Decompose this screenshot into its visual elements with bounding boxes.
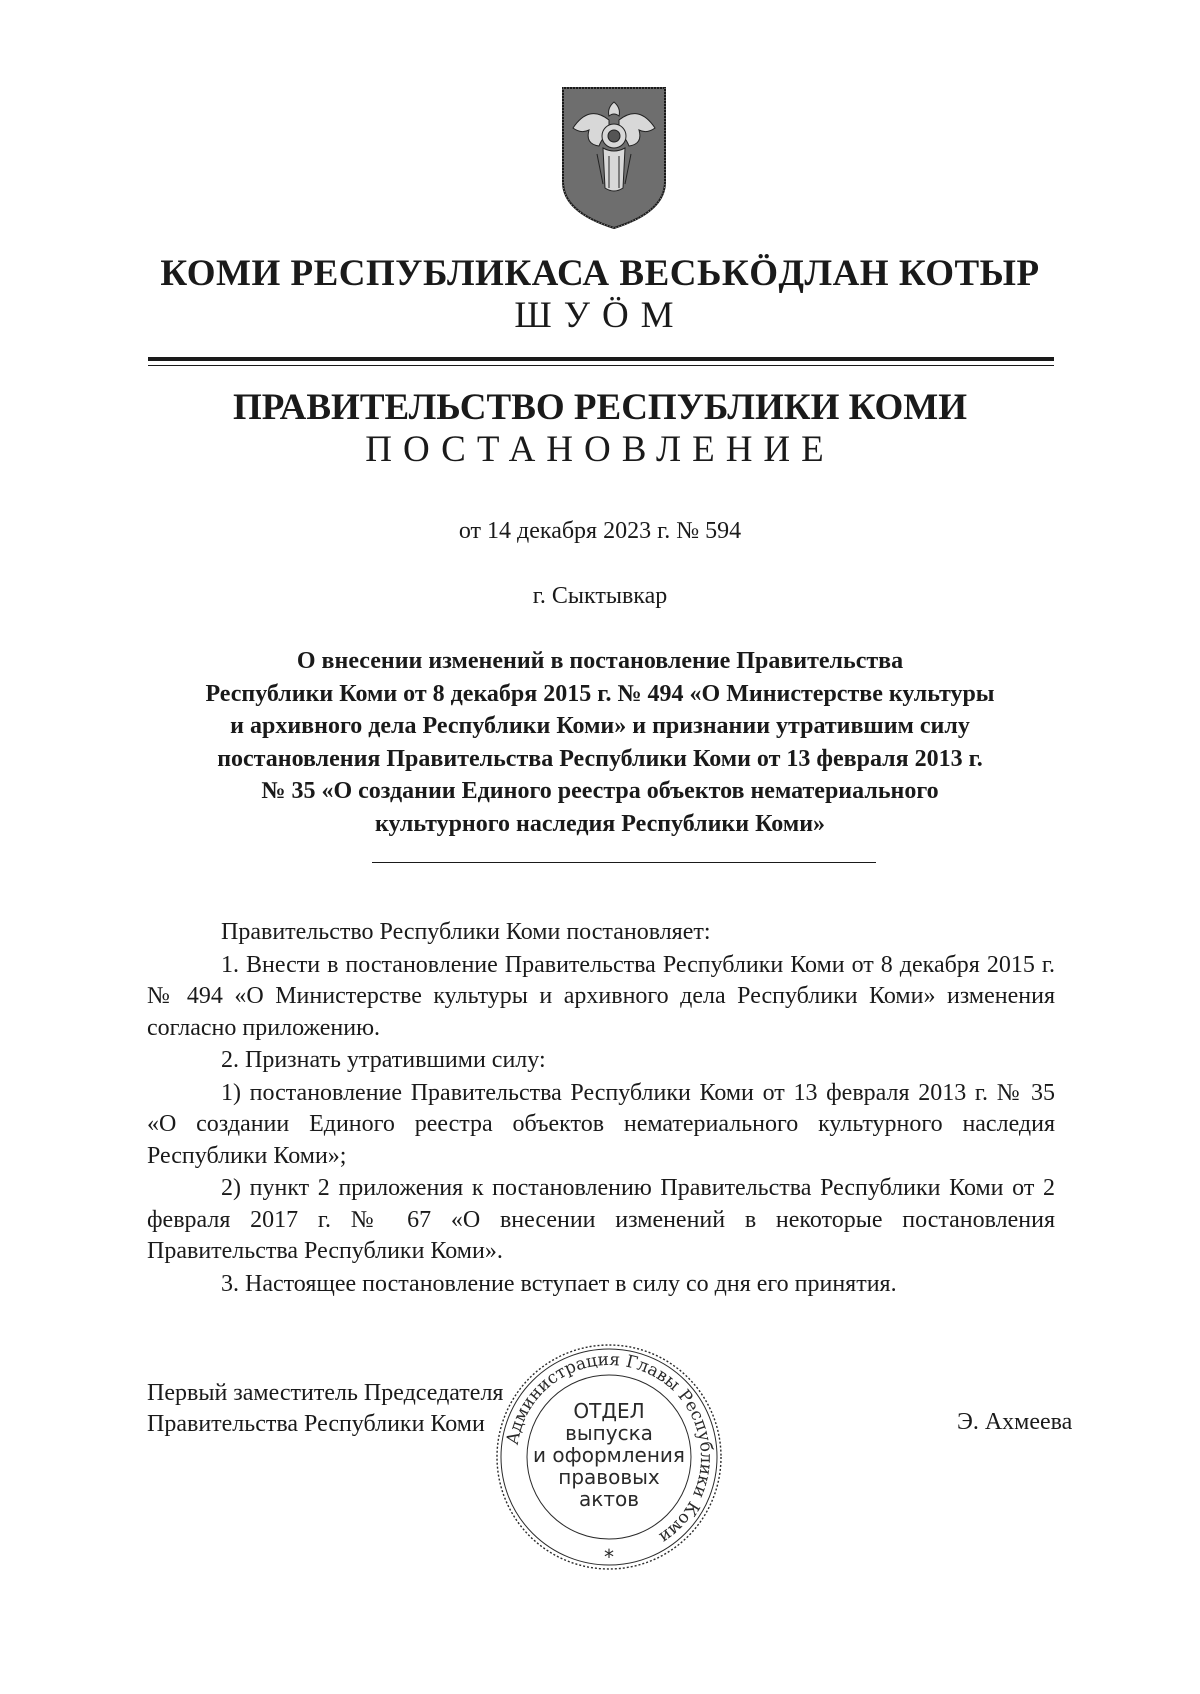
government-title: ПРАВИТЕЛЬСТВО РЕСПУБЛИКИ КОМИ xyxy=(233,387,967,428)
header-divider-thick xyxy=(148,357,1054,361)
stamp-star: * xyxy=(604,1545,614,1569)
subject-line: культурного наследия Республики Коми» xyxy=(374,810,826,837)
stamp-inner-line: выпуска xyxy=(565,1421,653,1445)
stamp-ring-path: Администрация Главы Республики Коми xyxy=(502,1349,717,1548)
body-paragraph-1: 1. Внести в постановление Правительства Республики Коми от 8 декабря 2015 г. № 494 «О Министерстве культуры и архивного дела Республики Коми» изменения согласно приложению. xyxy=(147,951,1055,1041)
document-city: г. Сыктывкар xyxy=(532,583,668,609)
document-type: ПОСТАНОВЛЕНИЕ xyxy=(365,429,835,470)
header-divider-thin xyxy=(148,365,1054,366)
signer-position-line: Правительства Республики Коми xyxy=(147,1411,485,1437)
stamp-inner-line: и оформления xyxy=(533,1443,685,1467)
subject-line: О внесении изменений в постановление Правительства xyxy=(296,648,904,674)
stamp-inner-line: ОТДЕЛ xyxy=(573,1399,645,1423)
stamp-inner-line: правовых xyxy=(558,1465,660,1489)
subject-line: и архивного дела Республики Коми» и признании утратившим силу xyxy=(230,713,970,739)
official-stamp xyxy=(492,1340,726,1574)
signer-position-line: Первый заместитель Председателя xyxy=(147,1380,504,1406)
document-body xyxy=(147,917,1055,1300)
komi-government-title: КОМИ РЕСПУБЛИКАСА ВЕСЬКӦДЛАН КОТЫР xyxy=(160,253,1040,294)
document-subject xyxy=(145,645,1055,840)
stamp-inner-line: актов xyxy=(578,1487,640,1511)
komi-resolution-word: ШУӦМ xyxy=(514,295,686,336)
body-intro: Правительство Республики Коми постановляет: xyxy=(221,919,711,945)
document-date-number: от 14 декабря 2023 г. № 594 xyxy=(458,518,742,544)
body-subparagraph-2-2: 2) пункт 2 приложения к постановлению Правительства Республики Коми от 2 февраля 2017 г. № 67 «О внесении изменений в некоторые постановления Правительства Республики Коми». xyxy=(147,1175,1055,1264)
coat-of-arms-emblem xyxy=(559,84,669,230)
body-subparagraph-2-1: 1) постановление Правительства Республики Коми от 13 февраля 2013 г. № 35 «О создании Единого реестра объектов нематериального культурного наследия Республики Коми»; xyxy=(147,1079,1055,1169)
subject-underline xyxy=(372,862,876,863)
subject-line: постановления Правительства Республики Коми от 13 февраля 2013 г. xyxy=(217,745,983,772)
body-paragraph-3: 3. Настоящее постановление вступает в силу со дня его принятия. xyxy=(221,1270,897,1297)
subject-line: Республики Коми от 8 декабря 2015 г. № 494 «О Министерстве культуры xyxy=(205,680,995,707)
subject-line: № 35 «О создании Единого реестра объектов нематериального xyxy=(261,778,939,804)
signer-name: Э. Ахмеева xyxy=(957,1409,1073,1435)
body-paragraph-2: 2. Признать утратившими силу: xyxy=(221,1047,546,1073)
signer-position xyxy=(147,1378,503,1440)
